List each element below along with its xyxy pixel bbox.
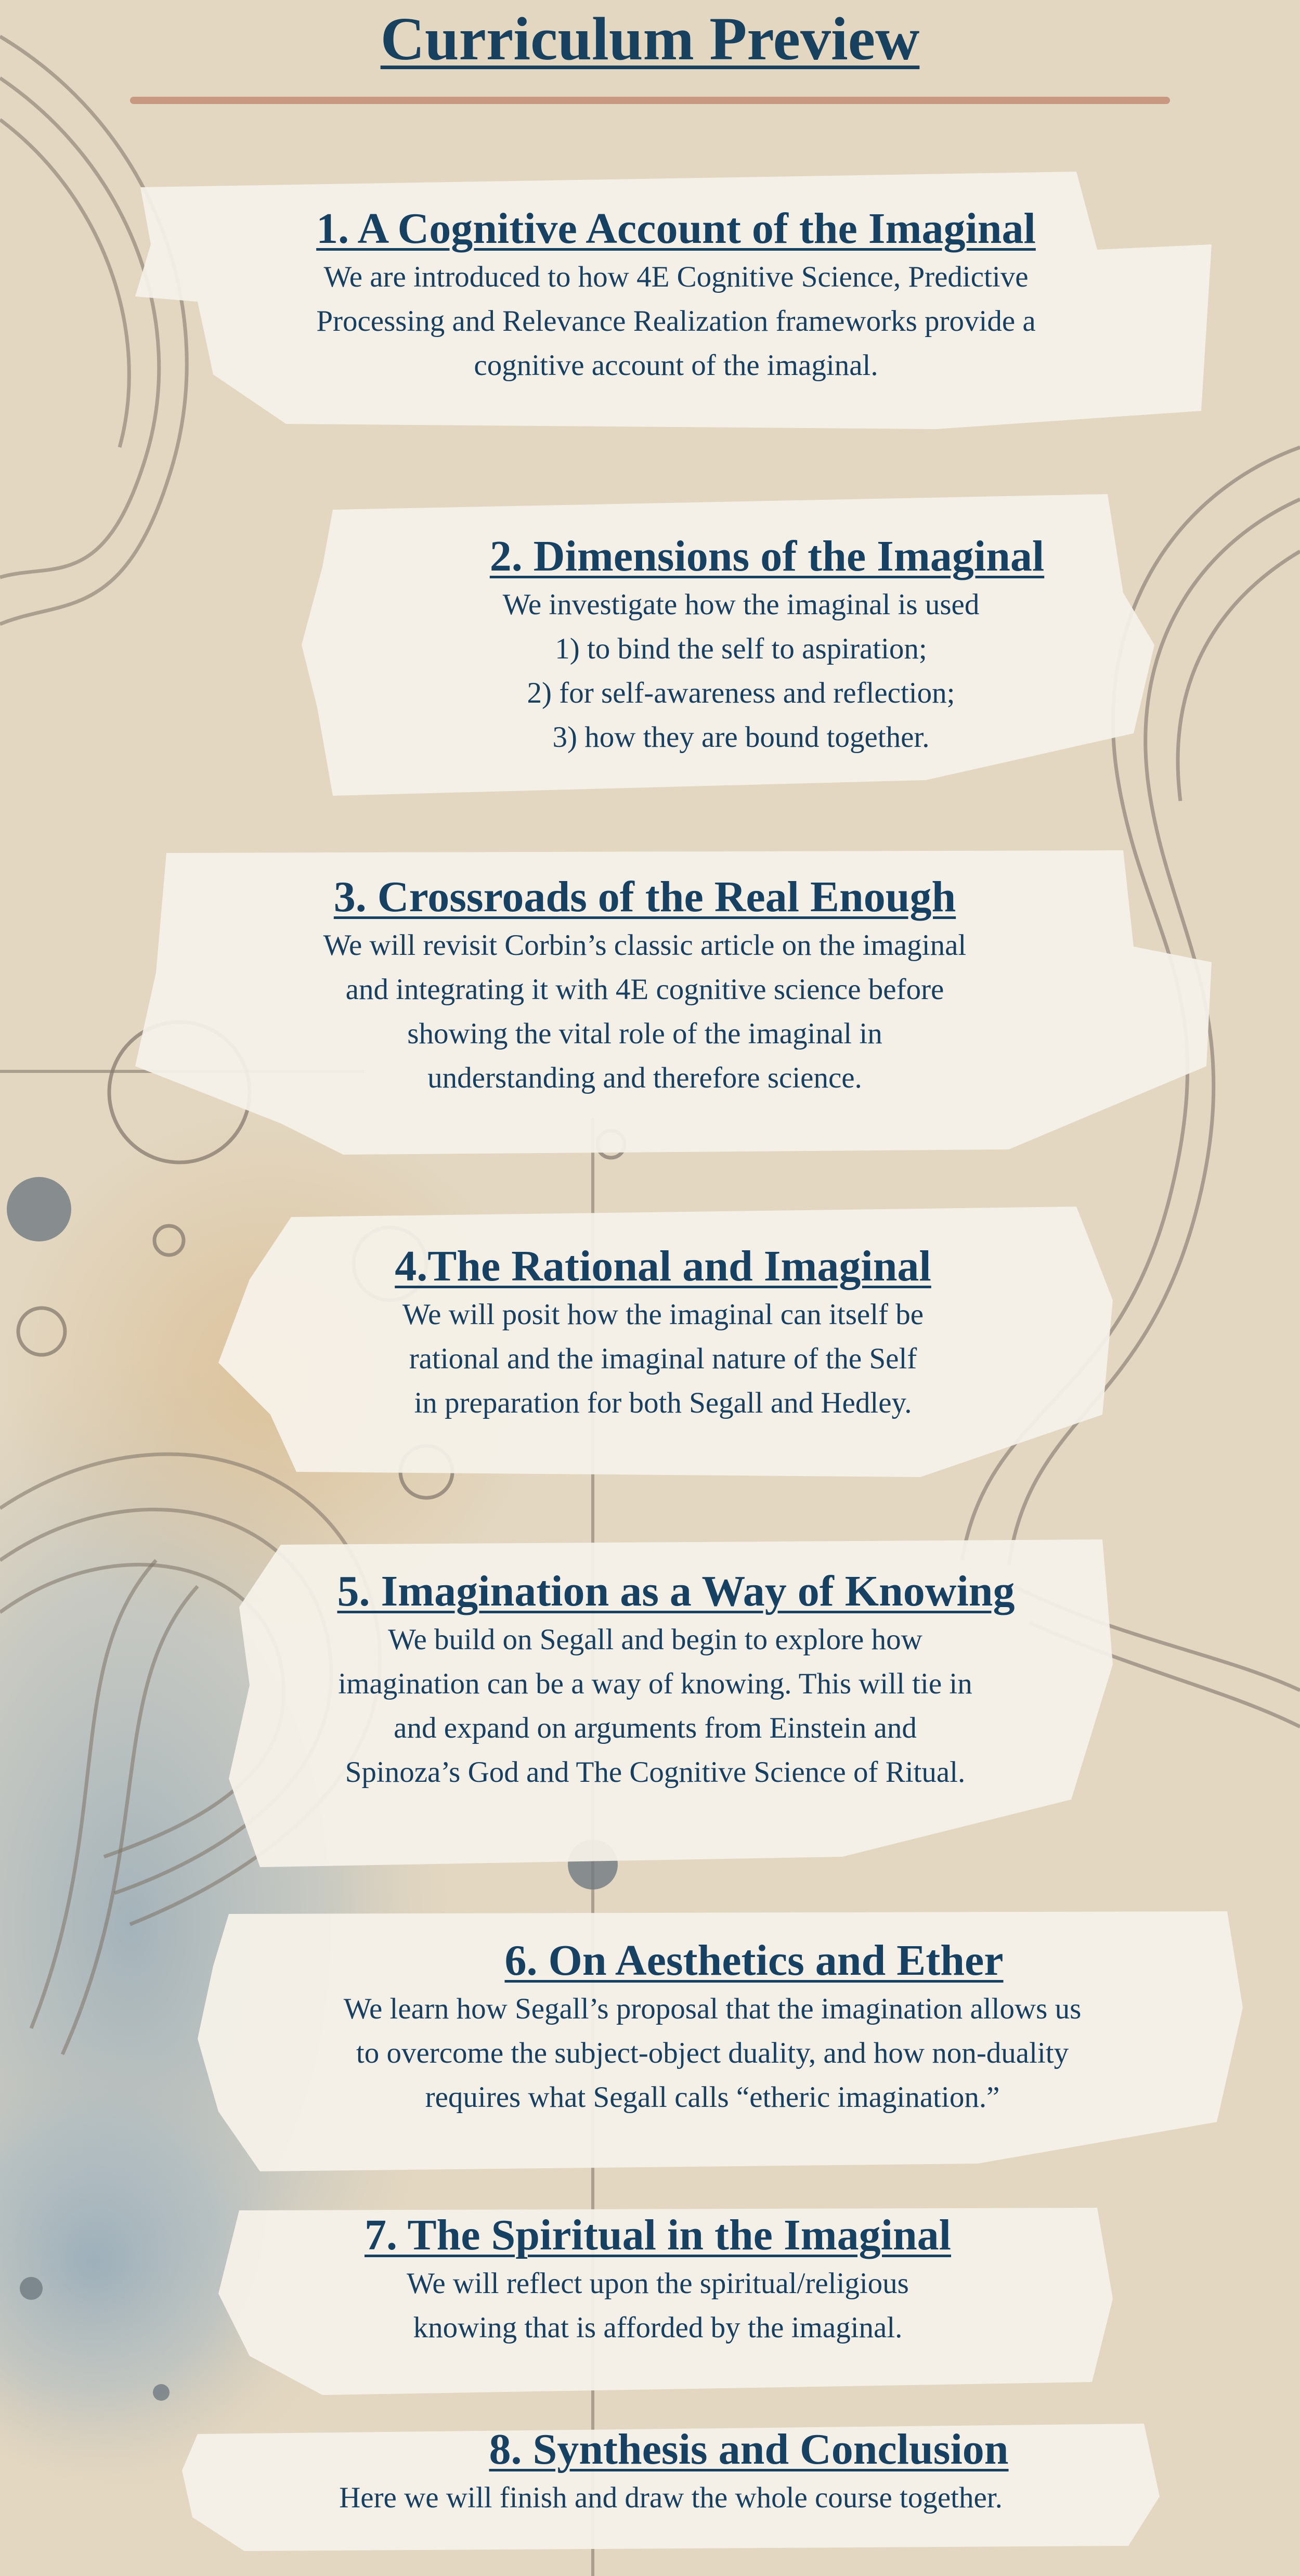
section-card-2 bbox=[302, 489, 1154, 796]
section-description-2 bbox=[307, 582, 1175, 759]
section-1-line-3: cognitive account of the imaginal. bbox=[474, 349, 878, 382]
section-6-line-1: We learn how Segall’s proposal that the imagination allows us bbox=[343, 1992, 1082, 2025]
section-1-line-2: Processing and Relevance Realization frameworks provide a bbox=[316, 305, 1036, 338]
section-5-line-4: Spinoza’s God and The Cognitive Science of Ritual. bbox=[345, 1756, 966, 1789]
section-heading-6: 6. On Aesthetics and Ether bbox=[504, 1936, 1004, 1985]
section-2-line-3: 2) for self-awareness and reflection; bbox=[527, 677, 955, 709]
section-heading-1: 1. A Cognitive Account of the Imaginal bbox=[316, 204, 1036, 253]
section-description-8 bbox=[182, 2476, 1160, 2520]
section-description-1 bbox=[130, 255, 1222, 387]
section-description-3 bbox=[73, 923, 1217, 1100]
section-2-line-4: 3) how they are bound together. bbox=[552, 721, 930, 754]
section-description-4 bbox=[198, 1292, 1128, 1425]
section-2-line-2: 1) to bind the self to aspiration; bbox=[555, 632, 927, 665]
section-5-line-2: imagination can be a way of knowing. This will tie in bbox=[338, 1667, 972, 1700]
section-4-line-1: We will posit how the imaginal can itself be bbox=[402, 1298, 924, 1331]
section-card-1 bbox=[130, 166, 1222, 437]
section-card-7 bbox=[218, 2200, 1113, 2398]
section-6-line-3: requires what Segall calls “etheric imagination.” bbox=[425, 2081, 1000, 2114]
section-heading-8: 8. Synthesis and Conclusion bbox=[489, 2425, 1009, 2474]
section-heading-4: 4.The Rational and Imaginal bbox=[395, 1242, 931, 1290]
section-7-line-1: We will reflect upon the spiritual/religious bbox=[407, 2267, 909, 2300]
section-8-line-1: Here we will finish and draw the whole course together. bbox=[339, 2481, 1003, 2514]
section-description-5 bbox=[198, 1617, 1113, 1794]
section-heading-2: 2. Dimensions of the Imaginal bbox=[489, 532, 1045, 580]
section-7-line-2: knowing that is afforded by the imaginal. bbox=[413, 2311, 903, 2344]
section-card-5 bbox=[218, 1529, 1113, 1867]
section-1-line-1: We are introduced to how 4E Cognitive Science, Predictive bbox=[323, 261, 1029, 293]
section-heading-7: 7. The Spiritual in the Imaginal bbox=[364, 2211, 951, 2259]
section-description-7 bbox=[203, 2261, 1113, 2350]
section-3-line-2: and integrating it with 4E cognitive science before bbox=[345, 973, 944, 1006]
title-divider bbox=[130, 97, 1170, 104]
section-card-6 bbox=[198, 1904, 1248, 2174]
section-card-8 bbox=[182, 2413, 1160, 2554]
section-4-line-2: rational and the imaginal nature of the Self bbox=[409, 1342, 917, 1375]
section-card-3 bbox=[125, 843, 1217, 1160]
section-card-4 bbox=[218, 1196, 1128, 1487]
page-title: Curriculum Preview bbox=[380, 5, 920, 73]
section-3-line-3: showing the vital role of the imaginal in bbox=[407, 1017, 882, 1050]
section-description-6 bbox=[177, 1987, 1248, 2119]
section-5-line-3: and expand on arguments from Einstein and bbox=[394, 1712, 917, 1744]
section-3-line-4: understanding and therefore science. bbox=[427, 1062, 862, 1094]
section-heading-3: 3. Crossroads of the Real Enough bbox=[333, 873, 956, 921]
section-heading-5: 5. Imagination as a Way of Knowing bbox=[337, 1567, 1015, 1615]
section-3-line-1: We will revisit Corbin’s classic article on the imaginal bbox=[323, 929, 967, 962]
section-5-line-1: We build on Segall and begin to explore how bbox=[388, 1623, 922, 1656]
section-4-line-3: in preparation for both Segall and Hedley. bbox=[414, 1387, 912, 1419]
section-2-line-1: We investigate how the imaginal is used bbox=[502, 588, 980, 621]
section-6-line-2: to overcome the subject-object duality, and how non-duality bbox=[356, 2037, 1069, 2069]
